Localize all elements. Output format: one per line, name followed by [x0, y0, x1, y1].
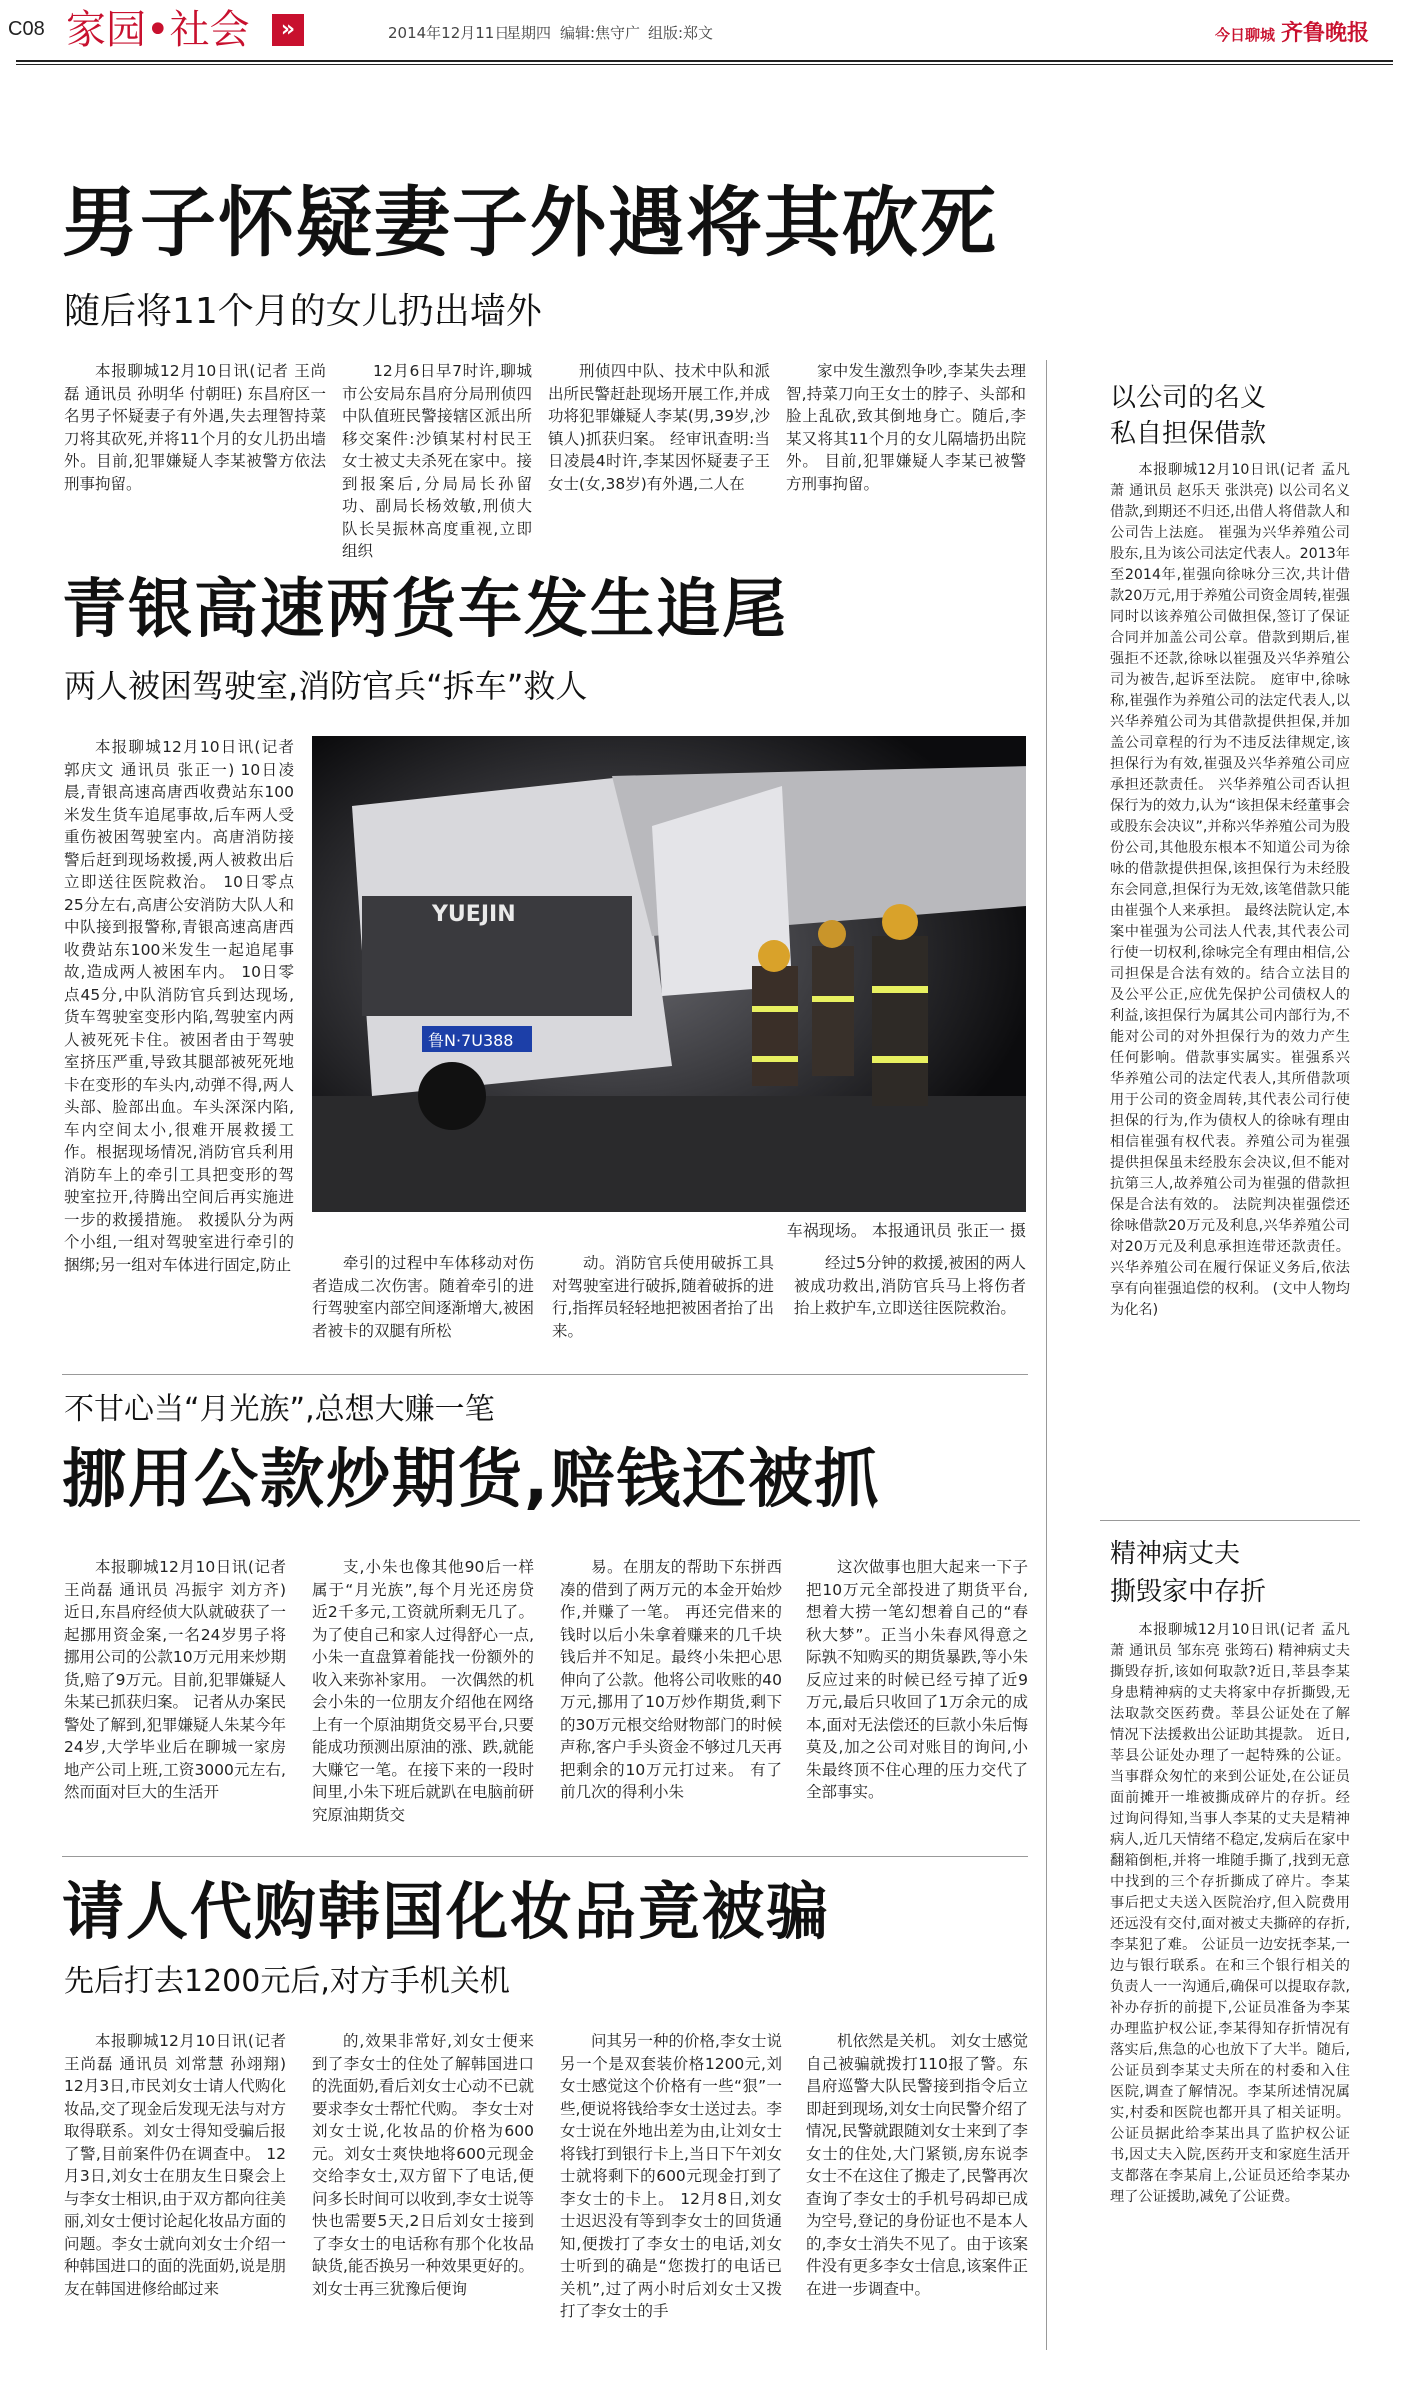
crash-scene-photo: [312, 736, 1026, 1212]
article2-col1-text: 本报聊城12月10日讯(记者 郭庆文 通讯员 张正一) 10日凌晨,青银高速高唐西收费站东100米发生货车追尾事故,后车两人受重伤被困驾驶室内。高唐消防接警后赶到现场救援,两人被救出后立即送往医院救治。 10日零点25分左右,高唐公安消防大队人和中队接到报警称,青银高速高唐西收费站东100米发生一起追尾事故,造成两人被困车内。 10日零点45分,中队消防官兵到达现场,货车驾驶室变形内陷,驾驶室内两人被死死卡住。被困者由于驾驶室挤压严重,导致其腿部被死死地卡在变形的车头内,动弹不得,两人头部、脸部出血。车头深深内陷,车内空间太小,很难开展救援工作。根据现场情况,消防官兵利用消防车上的牵引工具把变形的驾驶室拉开,待腾出空间后再实施进一步的救援措施。 救援队分为两个小组,一组对驾驶室进行牵引的捆绑;另一组对车体进行固定,防止: [64, 738, 294, 1274]
article1-col4: [786, 360, 1026, 495]
issue-date: 2014年12月11日: [388, 24, 510, 42]
article3-col1: [64, 1556, 286, 1804]
article2-col4-text: 经过5分钟的救援,被困的两人被成功救出,消防官兵马上将伤者抬上救护车,立即送往医院救治。: [794, 1254, 1026, 1317]
article2-col2: [312, 1252, 534, 1342]
article4-col4-text: 机依然是关机。 刘女士感觉自己被骗就拨打110报了警。东昌府巡警大队民警接到指令后立即赶到现场,刘女士向民警介绍了情况,民警就跟随刘女士来到了李女士的住处,大门紧锁,房东说李女士不在这住了搬走了,民警再次查询了李女士的手机号码却已成为空号,登记的身份证也不是本人的,李女士消失不见了。由于该案件没有更多李女士信息,该案件正在进一步调查中。: [806, 2032, 1028, 2298]
article3-kicker: 不甘心当“月光族”,总想大赚一笔: [64, 1392, 495, 1427]
section-arrow-icon: »: [272, 14, 304, 46]
photo-caption: 车祸现场。 本报通讯员 张正一 摄: [786, 1221, 1026, 1240]
article3-headline: 挪用公款炒期货,赔钱还被抓: [62, 1443, 881, 1517]
article4-col1: [64, 2030, 286, 2300]
article2-col2-text: 牵引的过程中车体移动对伤者造成二次伤害。随着牵引的进行驾驶室内部空间逐渐增大,被困者被卡的双腿有所松: [312, 1254, 534, 1340]
article4-subhead: 先后打去1200元后,对方手机关机: [64, 1964, 510, 1999]
truck-wheel: [418, 1062, 486, 1130]
article4-headline: 请人代购韩国化妆品竟被骗: [62, 1875, 831, 1948]
section-separator: •: [146, 7, 170, 53]
section-name-a: 家园: [66, 7, 146, 53]
sidebar1-body: [1110, 460, 1350, 1321]
masthead-rule: [16, 60, 1393, 62]
sidebar-divider-rule: [1100, 1520, 1360, 1521]
article1-headline: 男子怀疑妻子外遇将其砍死: [62, 178, 998, 267]
article1-col3-text: 刑侦四中队、技术中队和派出所民警赶赴现场开展工作,并成功将犯罪嫌疑人李某(男,39岁,沙镇人)抓获归案。 经审讯查明:当日凌晨4时许,李某因怀疑妻子王女士(女,38岁)有外遇,二人在: [548, 362, 770, 493]
article1-subhead: 随后将11个月的女儿扔出墙外: [64, 291, 542, 332]
article2-bottom-rule: [62, 1374, 1028, 1375]
article3-col4: [806, 1556, 1028, 1804]
article4-col2-text: 的,效果非常好,刘女士便来到了李女士的住处了解韩国进口的洗面奶,看后刘女士心动不已就要求李女士帮忙代购。 李女士对刘女士说,化妆品的价格为600元。刘女士爽快地将600元现金交给李女士,双方留下了电话,便问多长时间可以收到,李女士说等快也需要5天,2日后刘女士接到了李女士的电话称有那个化妆品缺货,能否换另一种效果更好的。 刘女士再三犹豫后便询: [312, 2032, 534, 2298]
truck-brand-text: YUEJIN: [432, 902, 516, 927]
article3-bottom-rule: [62, 1856, 1028, 1857]
sidebar2-headline-line2: 撕毁家中存折: [1110, 1577, 1267, 1607]
layout-credit: 组版:郑文: [648, 24, 714, 42]
editor-credit: 编辑:焦守广: [560, 24, 641, 42]
article2-col4: [794, 1252, 1026, 1320]
brand-name: 齐鲁晚报: [1280, 20, 1369, 46]
road-surface: [312, 1096, 1026, 1212]
article2-col3: [552, 1252, 774, 1342]
article2-headline: 青银高速两货车发生追尾: [62, 573, 788, 647]
article3-col1-text: 本报聊城12月10日讯(记者 王尚磊 通讯员 冯振宇 刘方齐) 近日,东昌府经侦大队就破获了一起挪用资金案,一名24岁男子将挪用公司的公款10万元用来炒期货,赔了9万元。目前,犯罪嫌疑人朱某已抓获归案。 记者从办案民警处了解到,犯罪嫌疑人朱某今年24岁,大学毕业后在聊城一家房地产公司上班,工资3000元左右,然而面对巨大的生活开: [64, 1558, 286, 1801]
sidebar1-body-text: 本报聊城12月10日讯(记者 孟凡萧 通讯员 赵乐天 张洪亮) 以公司名义借款,到期还不归还,出借人将借款人和公司告上法庭。 崔强为兴华养殖公司股东,且为该公司法定代表人。2013年至2014年,崔强向徐咏分三次,共计借款20万元,用于养殖公司资金周转,崔强同时以该养殖公司做担保,签订了保证合同并加盖公司公章。借款到期后,崔强拒不还款,徐咏以崔强及兴华养殖公司为被告,起诉至法院。 庭审中,徐咏称,崔强作为养殖公司的法定代表人,以兴华养殖公司为其借款提供担保,并加盖公司章程的行为不违反法律规定,该担保行为有效,崔强及兴华养殖公司应承担还款责任。 兴华养殖公司否认担保行为的效力,认为“该担保未经董事会或股东会决议”,并称兴华养殖公司为股份公司,其他股东根本不知道公司为徐咏的借款提供担保,该担保行为未经股东会同意,担保行为无效,该笔借款只能由崔强个人来承担。 最终法院认定,本案中崔强为公司法人代表,其代表公司行使一切权利,徐咏完全有理由相信,公司担保是合法有效的。结合立法目的及公平公正,应优先保护公司债权人的利益,该担保行为属其公司内部行为,不能对公司的对外担保行为的效力产生任何影响。借款事实属实。崔强系兴华养殖公司的法定代表人,其所借款项用于公司的资金周转,其代表公司行使担保的行为,作为债权人的徐咏有理由相信崔强有权代表。养殖公司为崔强提供担保虽未经股东会决议,但不能对抗第三人,故养殖公司为崔强的借款担保是合法有效的。 法院判决崔强偿还徐咏借款20万元及利息,兴华养殖公司对20万元及利息承担连带还款责任。兴华养殖公司在履行保证义务后,依法享有向崔强追偿的权利。 (文中人物均为化名): [1110, 462, 1350, 1318]
article3-col2: [312, 1556, 534, 1826]
brand-edition: 今日聊城: [1214, 26, 1275, 44]
article3-col2-text: 支,小朱也像其他90后一样属于“月光族”,每个月光还房贷近2千多元,工资就所剩无几了。为了使自己和家人过得舒心一点,小朱一直盘算着能找一份额外的收入来弥补家用。 一次偶然的机会小朱的一位朋友介绍他在网络上有一个原油期货交易平台,只要能成功预测出原油的涨、跌,就能大赚它一笔。在接下来的一段时间里,小朱下班后就趴在电脑前研究原油期货交: [312, 1558, 534, 1824]
article4-col3-text: 问其另一种的价格,李女士说另一个是双套装价格1200元,刘女士感觉这个价格有一些“狠”一些,便说将钱给李女士送过去。李女士说在外地出差为由,让刘女士将钱打到银行卡上,当日下午刘女士就将剩下的600元现金打到了李女士的卡上。 12月8日,刘女士迟迟没有等到李女士的回货通知,便拨打了李女士的电话,刘女士听到的确是“您拨打的电话已关机”,过了两小时后刘女士又拨打了李女士的手: [560, 2032, 782, 2320]
article2-subhead: 两人被困驾驶室,消防官兵“拆车”救人: [64, 667, 588, 705]
sidebar-divider: [1046, 360, 1047, 2350]
article1-col1-text: 本报聊城12月10日讯(记者 王尚磊 通讯员 孙明华 付朝旺) 东昌府区一名男子怀疑妻子有外遇,失去理智持菜刀将其砍死,并将11个月的女儿扔出墙外。目前,犯罪嫌疑人李某被警方依法刑事拘留。: [64, 362, 326, 493]
article3-col3-text: 易。在朋友的帮助下东拼西凑的借到了两万元的本金开始炒作,并赚了一笔。 再还完借来的钱时以后小朱拿着赚来的几千块钱后并不知足。最终小朱把心思伸向了公款。他将公司收账的40万元,挪用了10万炒作期货,剩下的30万元根交给财物部门的时候声称,客户手头资金不够过几天再把剩余的10万元打过来。 有了前几次的得利小朱: [560, 1558, 782, 1801]
article2-col3-text: 动。消防官兵使用破拆工具对驾驶室进行破拆,随着破拆的进行,指挥员轻轻地把被困者抬了出来。: [552, 1254, 774, 1340]
issue-weekday: 星期四: [506, 24, 552, 42]
sidebar2-body: [1110, 1620, 1350, 2208]
article4-col1-text: 本报聊城12月10日讯(记者 王尚磊 通讯员 刘常慧 孙翊翔) 12月3日,市民刘女士请人代购化妆品,交了现金后发现无法与对方取得联系。刘女士得知受骗后报了警,目前案件仍在调查中。 12月3日,刘女士在朋友生日聚会上与李女士相识,由于双方都向往美丽,刘女士便讨论起化妆品方面的问题。李女士就向刘女士介绍一种韩国进口的面的洗面奶,说是朋友在韩国进修给邮过来: [64, 2032, 286, 2298]
newspaper-brand: [1215, 16, 1369, 47]
article1-col2-text: 12月6日早7时许,聊城市公安局东昌府分局刑侦四中队值班民警接辖区派出所移交案件:沙镇某村村民王女士被丈夫杀死在家中。接到报案后,分局局长孙留功、副局长杨效敏,刑侦大队长吴振林高度重视,立即组织: [342, 362, 532, 560]
section-name-b: 社会: [169, 7, 250, 53]
article4-col4: [806, 2030, 1028, 2300]
article1-col1: [64, 360, 326, 495]
article1-col4-text: 家中发生激烈争吵,李某失去理智,持菜刀向王女士的脖子、头部和脸上乱砍,致其倒地身亡。随后,李某又将其11个月的女儿隔墙扔出院外。 目前,犯罪嫌疑人李某已被警方刑事拘留。: [786, 362, 1026, 493]
sidebar2-headline-line1: 精神病丈夫: [1110, 1539, 1241, 1569]
article1-col3: [548, 360, 770, 495]
sidebar1-headline-line2: 私自担保借款: [1110, 419, 1267, 449]
article1-col2: [342, 360, 532, 563]
article3-col4-text: 这次做事也胆大起来一下子把10万元全部投进了期货平台,想着大捞一笔幻想着自己的“春秋大梦”。正当小朱春风得意之际孰不知购买的期货暴跌,等小朱反应过来的时候已经亏掉了近9万元,最后只收回了1万余元的成本,面对无法偿还的巨款小朱后悔莫及,加之公司对账目的询问,小朱最终顶不住心理的压力交代了全部事实。: [806, 1558, 1028, 1801]
sidebar2-body-text: 本报聊城12月10日讯(记者 孟凡萧 通讯员 邹东亮 张筠石) 精神病丈夫撕毁存折,该如何取款?近日,莘县李某身患精神病的丈夫将家中存折撕毁,无法取款交医药费。莘县公证处在了解情况下法援救出公证助其提款。 近日,莘县公证处办理了一起特殊的公证。当事群众匆忙的来到公证处,在公证员面前摊开一堆被撕成碎片的存折。经过询问得知,当事人李某的丈夫是精神病人,近几天情绪不稳定,发病后在家中翻箱倒柜,并将一堆随手撕了,找到无意中找到的三个存折撕成了碎片。李某事后把丈夫送入医院治疗,但入院费用还远没有交付,面对被丈夫撕碎的存折,李某犯了难。 公证员一边安抚李某,一边与银行联系。在和三个银行相关的负责人一一沟通后,确保可以提取存款,补办存折的前提下,公证员准备为李某办理监护权公证,李某得知存折情况有落实后,焦急的心也放下了大半。随后,公证员到李某丈夫所在的村委和入住医院,调查了解情况。李某所述情况属实,村委和医院也都开具了相关证明。公证员据此给李某出具了监护权公证书,因丈夫入院,医药开支和家庭生活开支都落在李某肩上,公证员还给李某办理了公证援助,减免了公证费。: [1110, 1622, 1350, 2205]
masthead-rule-thin: [16, 64, 1393, 65]
article4-col3: [560, 2030, 782, 2323]
article3-col3: [560, 1556, 782, 1804]
crash-scene-illustration: [312, 736, 1026, 1212]
page-number: C08: [8, 18, 45, 40]
article4-col2: [312, 2030, 534, 2300]
article2-col1: [64, 736, 294, 1276]
license-plate-text: 鲁N·7U388: [428, 1031, 514, 1050]
sidebar1-headline-line1: 以公司的名义: [1110, 383, 1267, 413]
